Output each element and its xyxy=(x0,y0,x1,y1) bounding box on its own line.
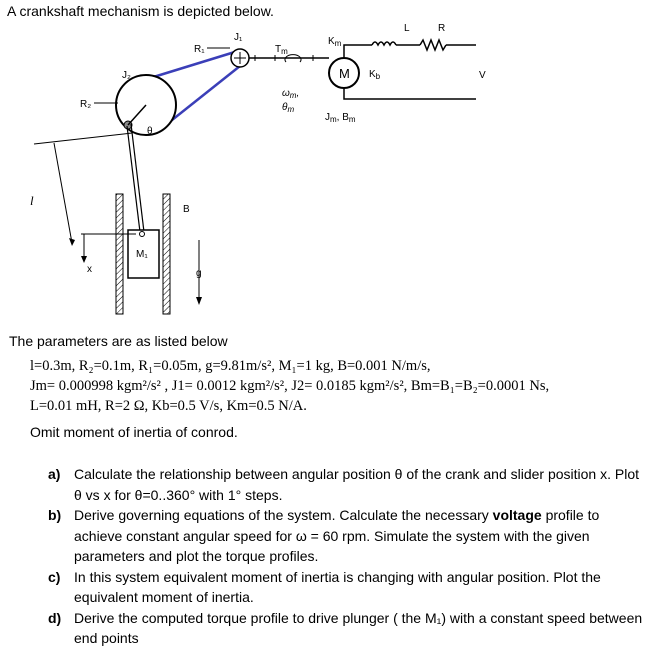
question-a xyxy=(48,464,648,505)
label-l: l xyxy=(30,193,34,208)
label-j1: J₁ xyxy=(234,32,243,43)
params-line-3: L=0.01 mH, R=2 Ω, Kb=0.5 V/s, Km=0.5 N/A. xyxy=(30,398,307,414)
label-b: B xyxy=(183,204,190,215)
label-theta-m: $\theta_m$ xyxy=(282,102,295,114)
label-m1: M₁ xyxy=(136,249,148,260)
label-km: $K_m$ xyxy=(328,36,342,48)
label-j2: J₂ xyxy=(122,70,131,81)
label-r1: R₁ xyxy=(194,44,205,55)
params-heading: The parameters are as listed below xyxy=(9,333,228,349)
label-theta: θ xyxy=(147,126,153,137)
questions-list xyxy=(48,464,648,649)
label-resistor: R xyxy=(438,23,446,34)
label-jm-bm: $J_m$, $B_m$ xyxy=(325,112,356,124)
params-line-1: l=0.3m, R₂=0.1m, R₁=0.05m, g=9.81m/s², M₁=1 kg, B=0.001 N/m/s, xyxy=(30,358,431,374)
rail-right xyxy=(163,194,170,314)
question-d xyxy=(48,608,648,649)
question-letter: a) xyxy=(48,466,61,482)
label-x: x xyxy=(87,264,92,275)
question-text: In this system equivalent moment of inertia is changing with angular position. Plot the equivalent moment of inertia. xyxy=(74,568,601,605)
label-inductor: L xyxy=(404,23,410,34)
inductor-l xyxy=(372,42,396,45)
label-kb: $K_b$ xyxy=(369,69,381,81)
question-c xyxy=(48,567,648,608)
circuit-wire xyxy=(344,45,372,58)
question-text: Derive governing equations of the system. Calculate the necessary voltage profile to achieve constant angular speed for ω = 60 rpm. Simulate the system with the given parameters and plot the torque profiles. xyxy=(74,507,600,564)
params-line-2: Jm= 0.000998 kgm²/s² , J1= 0.0012 kgm²/s², J2= 0.0185 kgm²/s², Bm=B₁=B₂=0.0001 Ns, xyxy=(30,378,550,394)
params-block xyxy=(30,356,549,416)
question-text: Calculate the relationship between angular position θ of the crank and slider position x. Plot θ vs x for θ=0..360° with 1° steps. xyxy=(74,466,640,503)
question-letter: d) xyxy=(48,609,62,626)
question-b xyxy=(48,505,648,567)
belt-top xyxy=(147,51,238,79)
question-letter: c) xyxy=(48,568,61,585)
label-g: g xyxy=(196,268,202,279)
intro-text: A crankshaft mechanism is depicted below. xyxy=(7,3,274,19)
motor-label: M xyxy=(339,66,350,81)
question-letter: b) xyxy=(48,507,62,523)
label-omega-m: $\omega_m$, xyxy=(282,88,300,100)
question-text: Derive the computed torque profile to drive plunger ( the M₁) with a constant speed between end points xyxy=(74,609,643,646)
omit-note: Omit moment of inertia of conrod. xyxy=(30,424,238,440)
label-tm: $T_m$ xyxy=(275,44,288,56)
resistor-r xyxy=(420,40,446,50)
label-voltage: V xyxy=(479,70,486,81)
label-r2: R₂ xyxy=(80,99,92,110)
rail-left xyxy=(116,194,123,314)
